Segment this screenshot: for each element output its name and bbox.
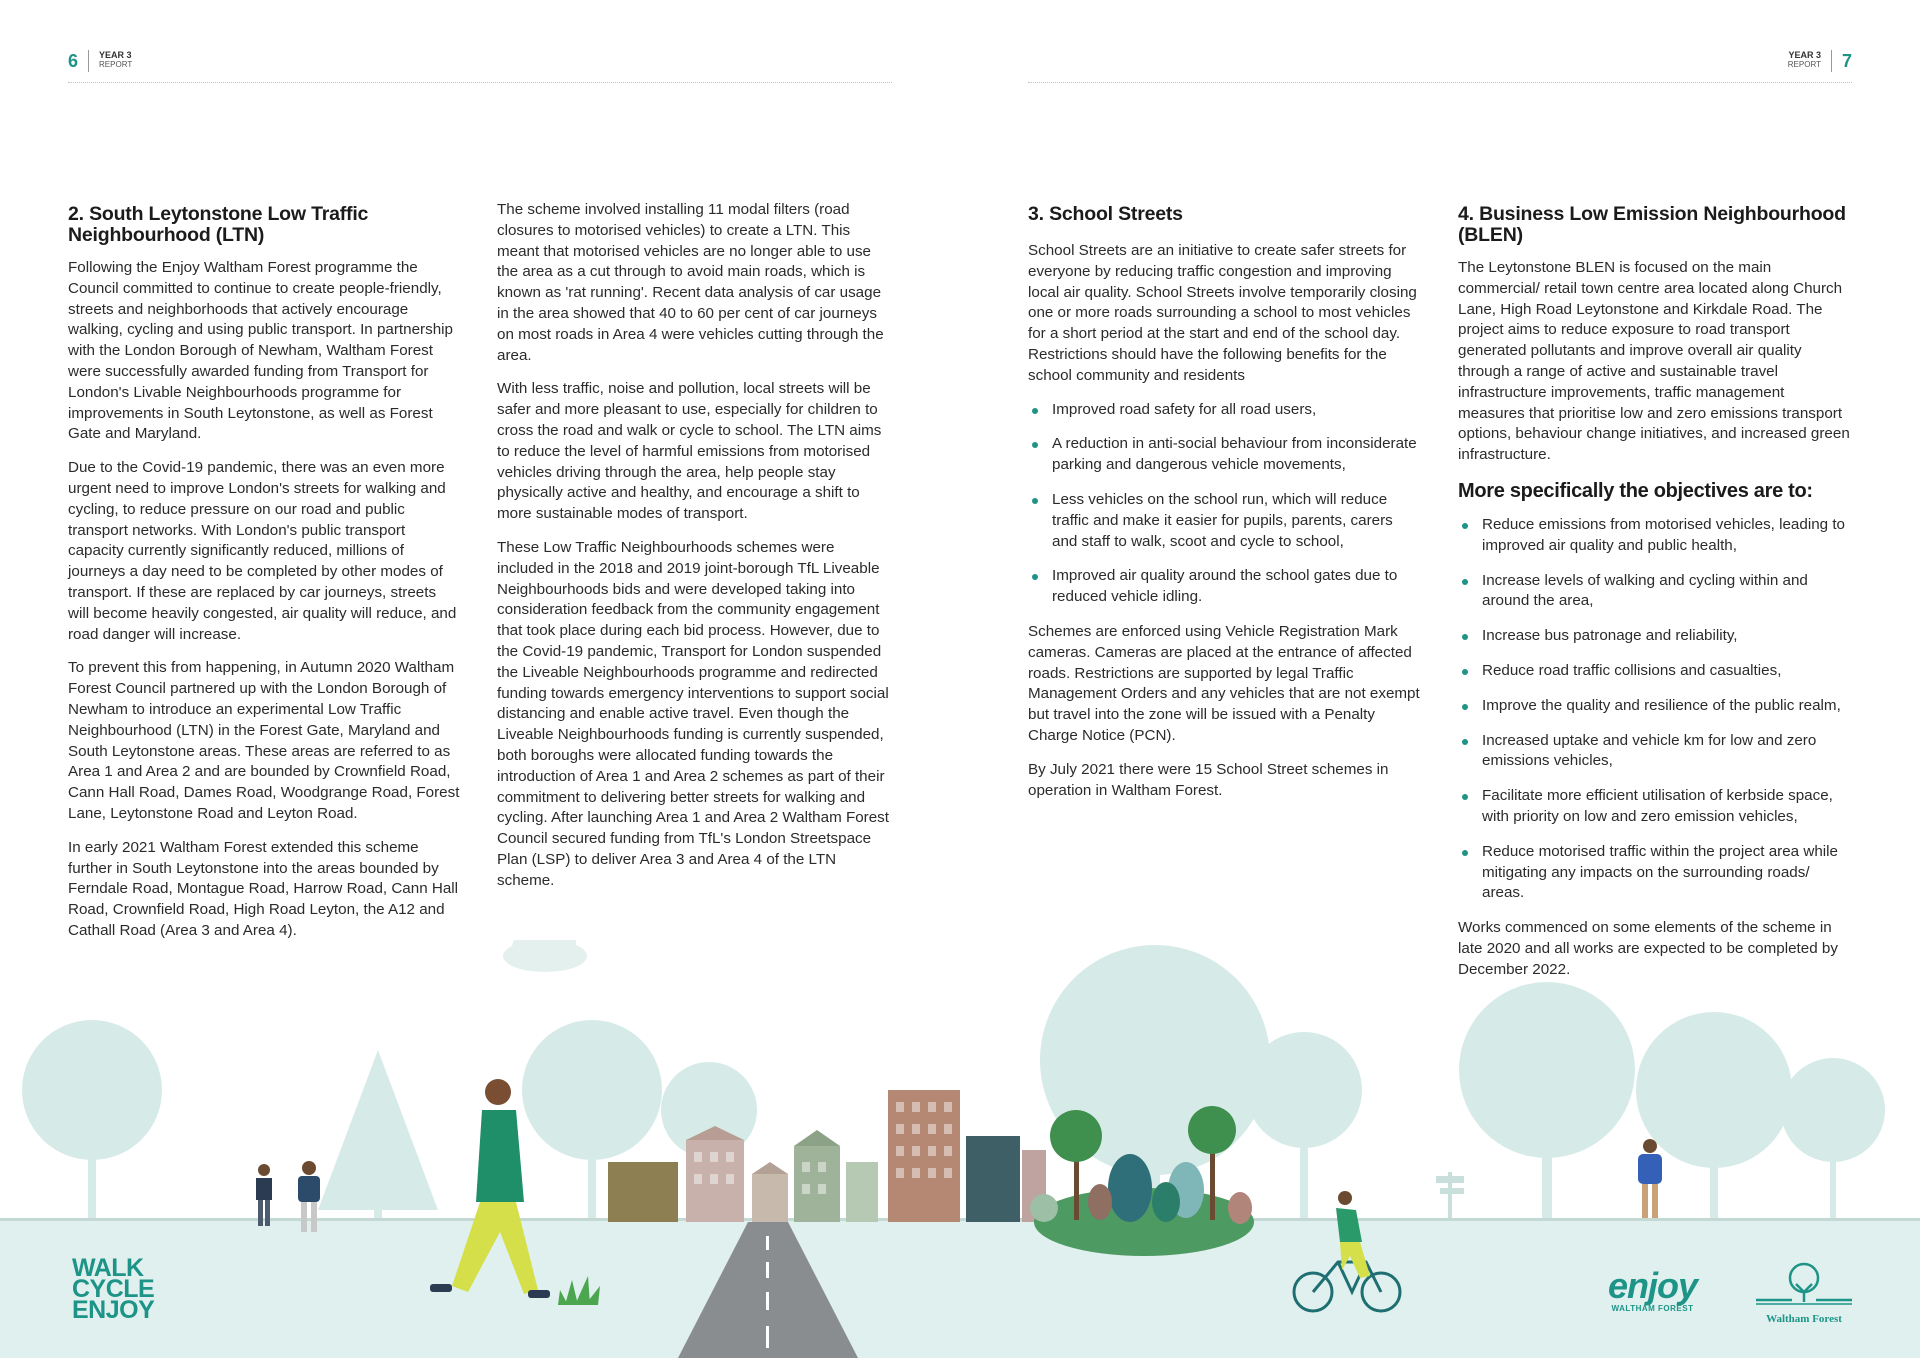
list-item: Less vehicles on the school run, which will reduce traffic and make it easier for pupils, parents, carers and staff to walk, scoot and cycle to school, xyxy=(1028,490,1420,552)
paragraph: The scheme involved installing 11 modal filters (road closures to motorised vehicles) to create a LTN. This meant that motorised vehicles are no longer able to use the area as a cut through to avoid main roads, which is known as 'rat running'. Recent data analysis of car usage in the area showed that 40 to 60 per cent of car journeys on most roads in Area 4 were vehicles cutting through the area. xyxy=(497,201,884,364)
paragraph: In early 2021 Waltham Forest extended this scheme further in South Leytonstone into the areas bounded by Ferndale Road, Montague Road, Harrow Road, Cann Hall Road, Crownfield Road, High Road Leyton, the A12 and Cathall Road (Area 3 and Area 4). xyxy=(68,838,459,939)
paragraph: Following the Enjoy Waltham Forest programme the Council committed to continue to create people-friendly, streets and neighborhoods that actively encourage walking, cycling and using public transport. In partnership with the London Borough of Newham, Waltham Forest were successfully awarded funding from Transport for London's Livable Neighbourhoods programme for improvements in South Leytonstone, as well as Forest Gate and Maryland. xyxy=(68,259,453,443)
left-page-header xyxy=(68,46,132,76)
paragraph: Schemes are enforced using Vehicle Registration Mark cameras. Cameras are placed at the entrance of affected roads. Restrictions are supported by legal Traffic Management Orders and any vehicles that are not exempt but travel into the zone will be issued with a Penalty Charge Notice (PCN). xyxy=(1028,622,1420,744)
objectives-list xyxy=(1458,515,1852,904)
section-title-school-streets: 3. School Streets xyxy=(1028,203,1183,225)
oak-tree-icon xyxy=(1752,1262,1856,1306)
list-item: Reduce road traffic collisions and casualties, xyxy=(1458,661,1852,682)
waltham-forest-council-logo: Waltham Forest xyxy=(1752,1262,1856,1325)
benefits-list xyxy=(1028,400,1420,608)
enjoy-waltham-forest-logo: enjoy WALTHAM FOREST xyxy=(1608,1265,1698,1313)
column-ltn-continued xyxy=(497,200,892,905)
list-item: Increase bus patronage and reliability, xyxy=(1458,626,1852,647)
left-page-number: 6 xyxy=(68,51,79,71)
list-item: A reduction in anti-social behaviour from inconsiderate parking and dangerous vehicle movements, xyxy=(1028,434,1420,476)
paragraph: The Leytonstone BLEN is focused on the main commercial/ retail town centre area located along Church Lane, High Road Leytonstone and Kirkdale Road. The project aims to reduce exposure to road transport generated pollutants and improve overall air quality through a range of active and sustainable travel infrastructure improvements, traffic management measures that prioritise low and zero emissions transport options, behaviour change initiatives, and increased green infrastructure. xyxy=(1458,259,1850,464)
paragraph: By July 2021 there were 15 School Street schemes in operation in Waltham Forest. xyxy=(1028,760,1389,799)
section-title-blen: 4. Business Low Emission Neighbourhood (BLEN) xyxy=(1458,203,1846,246)
paragraph: With less traffic, noise and pollution, local streets will be safer and more pleasant to use, especially for children to cross the road and walk or cycle to school. The LTN aims to reduce the level of harmful emissions from motorised vehicles driving through the area, help people stay physically active and healthy, and encourage a shift to more sustainable modes of transport. xyxy=(497,380,882,523)
signpost-icon xyxy=(1436,1172,1464,1220)
paragraph: Works commenced on some elements of the scheme in late 2020 and all works are expected to be completed by December 2022. xyxy=(1458,919,1838,978)
walk-cycle-enjoy-logo: WALK CYCLE ENJOY xyxy=(72,1254,155,1324)
header-divider xyxy=(88,50,89,72)
paragraph: Due to the Covid-19 pandemic, there was an even more urgent need to improve London's streets for walking and cycling, to reduce pressure on our road and public transport networks. With London's public transport capacity currently significantly reduced, millions of journeys a day need to be completed by other modes of transport. If these are replaced by car journeys, streets will become heavily congested, air quality will reduce, and road danger will increase. xyxy=(68,459,457,643)
list-item: Increase levels of walking and cycling within and around the area, xyxy=(1458,571,1852,613)
list-item: Reduce emissions from motorised vehicles, leading to improved air quality and public health, xyxy=(1458,515,1852,557)
list-item: Improve the quality and resilience of the public realm, xyxy=(1458,696,1852,717)
left-header-rule xyxy=(68,82,892,83)
list-item: Increased uptake and vehicle km for low and zero emissions vehicles, xyxy=(1458,731,1852,773)
right-page-header xyxy=(1788,46,1852,76)
right-page-number: 7 xyxy=(1841,51,1852,71)
list-item: Reduce motorised traffic within the project area while mitigating any impacts on the surrounding roads/ areas. xyxy=(1458,842,1852,904)
list-item: Improved air quality around the school gates due to reduced vehicle idling. xyxy=(1028,566,1420,608)
cloud-icon xyxy=(503,940,1148,972)
objectives-subtitle: More specifically the objectives are to: xyxy=(1458,479,1813,502)
header-label-right: YEAR 3 REPORT xyxy=(1787,50,1821,69)
list-item: Improved road safety for all road users, xyxy=(1028,400,1420,421)
header-label: YEAR 3 REPORT xyxy=(99,50,133,69)
column-blen xyxy=(1458,204,1852,994)
paragraph: To prevent this from happening, in Autumn 2020 Waltham Forest Council partnered up with the London Borough of Newham to introduce an experimental Low Traffic Neighbourhood (LTN) in the Forest Gate, Maryland and South Leytonstone areas. These areas are referred to as Area 1 and Area 2 and are bounded by Crownfield Road, Cann Hall Road, Dames Road, Woodgrange Road, Forest Lane, Leytonstone Road and Leyton Road. xyxy=(68,659,460,822)
paragraph: School Streets are an initiative to create safer streets for everyone by reducing traffic congestion and improving local air quality. School Streets involve temporarily closing one or more roads surrounding a school to most vehicles for a short period at the start and end of the school day. Restrictions should have the following benefits for the school community and residents xyxy=(1028,242,1417,384)
paragraph: These Low Traffic Neighbourhoods schemes were included in the 2018 and 2019 joint-borough TfL Liveable Neighbourhoods bids and were developed taking into consideration feedback from the community engagement that took place during each bid process. However, due to the Covid-19 pandemic, Transport for London suspended the Liveable Neighbourhoods programme and redirected funding towards emergency interventions to support social distancing and enable active travel. Even though the Liveable Neighbourhoods funding is currently suspended, both boroughs were allocated funding towards the introduction of Area 1 and Area 2 schemes as part of their commitment to delivering better streets for walking and cycling. After launching Area 1 and Area 2 Waltham Forest Council secured funding from TfL's London Streetspace Plan (LSP) to deliver Area 3 and Area 4 of the LTN scheme. xyxy=(497,538,889,889)
header-divider-right xyxy=(1831,50,1832,72)
right-header-rule xyxy=(1028,82,1852,83)
person-standing-right-icon xyxy=(1638,1139,1662,1218)
column-south-leytonstone xyxy=(68,204,460,955)
list-item: Facilitate more efficient utilisation of kerbside space, with priority on low and zero emission vehicles, xyxy=(1458,786,1852,828)
section-title-ltn: 2. South Leytonstone Low Traffic Neighbourhood (LTN) xyxy=(68,203,369,246)
column-school-streets xyxy=(1028,204,1420,814)
